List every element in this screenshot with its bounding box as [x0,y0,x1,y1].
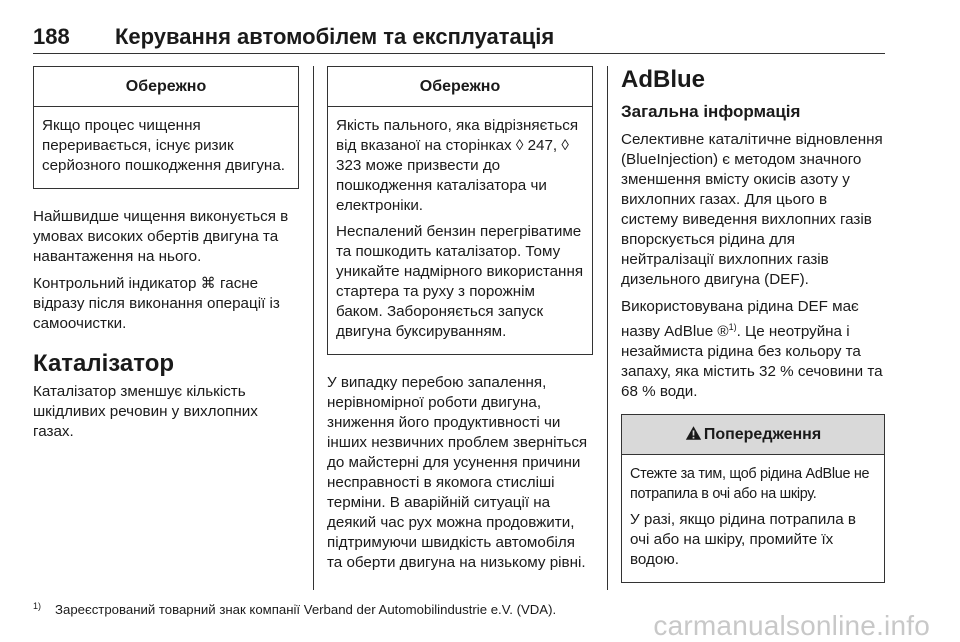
warning-text: У разі, якщо рідина потрапила в очі або на шкіру, промийте їх водою. [630,511,856,569]
warning-box-title [622,415,884,455]
paragraph: У випадку перебою запалення, нерівномірної роботи двигуна, зниження його продуктивності чи інших незвичних проблем зверніться до майстерні для усунення причини несправності в якомога стисліші терміни. В аварійній ситуації на деякий час рух можна продовжити, підтримуючи швидкість автомобіля та оберти двигуна на низькому рівні. [327,374,588,571]
caution-box-title: Обережно [34,67,298,107]
page-number: 188 [33,24,70,49]
paragraph: Найшвидше чищення виконується в умовах високих обертів двигуна та навантаження на нього. [33,208,289,265]
footnote-reference: 1) [728,322,737,332]
watermark: carmanualsonline.info [653,610,930,641]
column-divider [313,66,314,590]
footnote [33,597,556,619]
footnote-marker: 1) [33,601,42,611]
paragraph: Селективне каталітичне відновлення (BlueInjection) є методом значного зменшення вмісту окисів азоту у вихлопних газах. Для цього в систему виведення вихлопних газів впорскується рідина для нейтралізації вихлопних газів дизельного двигуна (DEF). [621,131,883,288]
paragraph: Каталізатор зменшує кількість шкідливих речовин у вихлопних газах. [33,383,258,440]
section-heading-adblue: AdBlue [621,66,705,93]
column-divider [607,66,608,590]
paragraph-part: Використовувана рідина DEF має назву AdBlue ® [621,298,859,341]
running-title: Керування автомобілем та експлуатація [115,24,555,49]
warning-box [621,414,885,583]
warning-box-body [622,455,884,582]
section-heading-catalyst: Каталізатор [33,350,175,377]
caution-text: Неспалений бензин перегріватиме та пошкодить каталізатор. Тому уникайте надмірного використання стартера та руху з порожнім баком. Забороняється запуск двигуна буксируванням. [336,223,584,340]
warning-triangle-icon [685,425,702,441]
paragraph [621,297,885,402]
page-header [33,20,885,54]
column-1 [33,66,299,449]
caution-box-title: Обережно [328,67,592,107]
caution-box [327,66,593,355]
caution-text: Якість пального, яка відрізняється від вказаної на сторінках ◊ 247, ◊ 323 може призвести до пошкодження каталізатора чи електроніки. [336,117,579,214]
column-2 [327,66,593,580]
paragraph: Контрольний індикатор ⌘ гасне відразу після виконання операції із самоочистки. [33,275,280,332]
caution-text: Якщо процес чищення переривається, існує ризик серйозного пошкодження двигуна. [42,117,285,174]
caution-box-body [328,107,592,354]
subsection-heading: Загальна інформація [621,102,801,121]
footnote-text: Зареєстрований товарний знак компанії Verband der Automobilindustrie e.V. (VDA). [55,602,557,617]
warning-title-text: Попередження [703,426,822,444]
paragraph-part: . Це неотруйна і незаймиста рідина без кольору та запаху, яка містить 32 % сечовини та 68 % води. [621,323,883,401]
warning-text: Стежте за тим, щоб рідина AdBlue не потрапила в очі або на шкіру. [630,466,870,503]
caution-box [33,66,299,189]
column-3 [621,66,885,601]
caution-box-body [34,107,298,188]
